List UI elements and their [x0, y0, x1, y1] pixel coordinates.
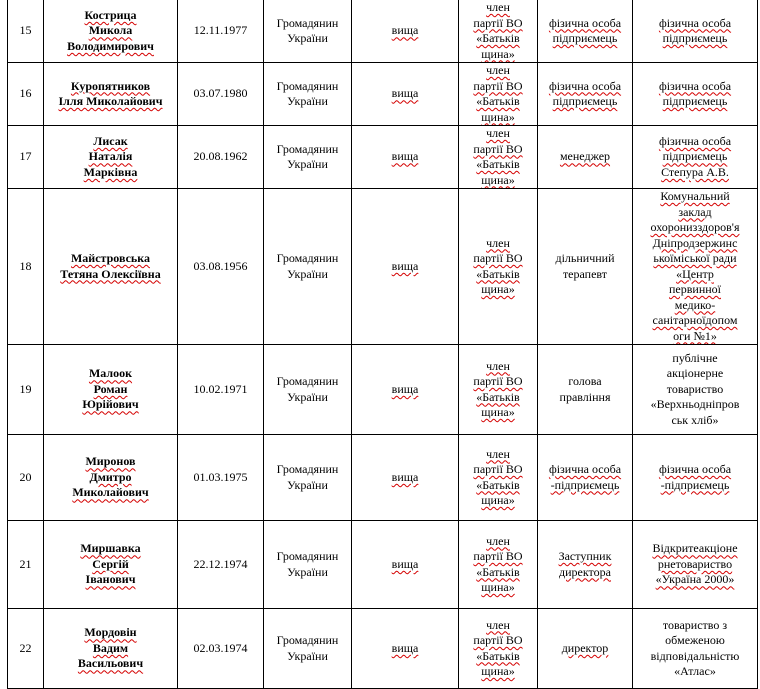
- workplace-line: Комунальний: [660, 189, 730, 203]
- citizenship-line: України: [287, 266, 328, 281]
- workplace-line: підприємець: [662, 31, 728, 45]
- occupation-line: директор: [561, 640, 609, 655]
- birth-date: [178, 126, 264, 189]
- row-number: [8, 609, 44, 689]
- party-line: партії ВО: [473, 462, 523, 476]
- workplace-line: ськ хліб»: [671, 412, 719, 427]
- occupation-line: фізична особа: [548, 15, 622, 30]
- party-line: член: [486, 0, 510, 14]
- occupation-line: фізична особа: [548, 78, 622, 93]
- party-line: член: [486, 446, 510, 461]
- citizenship-line: України: [287, 31, 328, 45]
- party-membership: [459, 63, 538, 126]
- occupation-line: підприємець: [552, 94, 618, 108]
- workplace-line: ькоїміської ради: [653, 251, 737, 265]
- row-number: [8, 435, 44, 521]
- workplace-line: охоронизздоров'я: [650, 220, 740, 234]
- citizenship-line: Громадянин: [276, 141, 339, 156]
- citizenship: [264, 345, 352, 435]
- row-number-text: 18: [19, 258, 32, 273]
- candidate-name-line: Куропятников: [70, 78, 151, 93]
- candidate-name-line: Микола: [88, 23, 133, 38]
- party-line: партії ВО: [473, 78, 523, 93]
- candidate-name: [44, 345, 178, 435]
- citizenship-line: Громадянин: [276, 78, 339, 93]
- candidate-name-line: Мордовін: [84, 625, 137, 640]
- workplace-line: рнетовариство: [657, 556, 733, 571]
- candidate-name-line: Марківна: [83, 164, 138, 179]
- citizenship: [264, 126, 352, 189]
- citizenship-line: України: [287, 389, 328, 404]
- occupation: [538, 345, 633, 435]
- party-line: партії ВО: [473, 633, 523, 647]
- workplace: [633, 126, 758, 189]
- birth-date: [178, 345, 264, 435]
- education-text: вища: [391, 149, 419, 164]
- birth-date: [178, 609, 264, 689]
- citizenship: [264, 521, 352, 609]
- education-text: вища: [391, 556, 419, 571]
- candidate-name-line: Миронов: [85, 454, 136, 469]
- occupation-line: директора: [559, 564, 611, 579]
- citizenship-line: Громадянин: [276, 374, 339, 388]
- occupation-line: Заступник: [558, 549, 612, 563]
- row-number-text: 15: [19, 23, 32, 38]
- workplace-line: відповідальністю: [650, 648, 740, 663]
- party-line: член: [486, 63, 510, 77]
- party-membership: [459, 0, 538, 63]
- workplace-line: первинної: [668, 282, 721, 296]
- workplace-line: «Україна 2000»: [655, 572, 735, 587]
- education: [352, 521, 459, 609]
- candidate-name-line: Іванович: [85, 572, 136, 587]
- row-number: [8, 521, 44, 609]
- candidate-name-line: Миколайович: [72, 485, 149, 500]
- row-number: [8, 189, 44, 345]
- party-line: член: [486, 617, 510, 632]
- birth-date-text: 10.02.1971: [193, 381, 248, 396]
- workplace-line: Дніпродзержинс: [652, 235, 738, 250]
- candidate-name-line: Лисак: [93, 133, 128, 148]
- party-line: член: [486, 126, 510, 140]
- candidate-name-line: Малоок: [88, 366, 133, 381]
- candidate-name-line: Миршавка: [80, 541, 141, 556]
- birth-date-text: 01.03.1975: [193, 469, 248, 484]
- workplace-line: публічне: [672, 350, 718, 365]
- party-membership: [459, 609, 538, 689]
- table-row: [8, 126, 758, 189]
- party-membership: [459, 435, 538, 521]
- candidate-name-line: Васильович: [77, 656, 144, 671]
- row-number: [8, 63, 44, 126]
- candidate-name: [44, 435, 178, 521]
- party-membership: [459, 126, 538, 189]
- education-text: вища: [391, 86, 419, 101]
- party-line: «Батьків: [476, 477, 520, 492]
- party-line: щина»: [481, 282, 515, 296]
- workplace-line: Відкритеакціоне: [652, 541, 738, 556]
- education: [352, 345, 459, 435]
- occupation: [538, 189, 633, 345]
- citizenship: [264, 0, 352, 63]
- workplace-line: заклад: [678, 204, 712, 219]
- party-line: «Батьків: [476, 648, 520, 663]
- occupation-line: терапевт: [562, 266, 608, 281]
- workplace-line: фізична особа: [658, 15, 732, 30]
- citizenship-line: Громадянин: [276, 15, 339, 30]
- party-line: щина»: [481, 109, 515, 124]
- education: [352, 609, 459, 689]
- birth-date-text: 02.03.1974: [193, 640, 248, 655]
- workplace-line: акціонерне: [666, 366, 724, 381]
- birth-date-text: 12.11.1977: [193, 23, 248, 38]
- citizenship-line: України: [287, 157, 328, 171]
- citizenship-line: України: [287, 94, 328, 108]
- education-text: вища: [391, 469, 419, 484]
- birth-date-text: 03.08.1956: [193, 258, 248, 273]
- workplace-line: фізична особа: [658, 78, 732, 93]
- candidates-table: [7, 0, 758, 689]
- workplace-line: санітарноїдопом: [652, 313, 738, 327]
- row-number-text: 21: [19, 556, 32, 571]
- candidate-name: [44, 189, 178, 345]
- education-text: вища: [391, 381, 419, 396]
- workplace-line: оги №1»: [673, 328, 717, 343]
- party-line: партії ВО: [473, 15, 523, 30]
- party-line: партії ВО: [473, 549, 523, 563]
- occupation: [538, 609, 633, 689]
- education: [352, 63, 459, 126]
- row-number-text: 19: [19, 381, 32, 396]
- citizenship-line: Громадянин: [276, 251, 339, 265]
- table-row: [8, 435, 758, 521]
- table-row: [8, 189, 758, 345]
- citizenship-line: Громадянин: [276, 549, 339, 563]
- candidate-name-line: Юрійович: [82, 397, 139, 412]
- citizenship-line: Громадянин: [276, 462, 339, 476]
- table-body: [8, 0, 758, 689]
- occupation-line: менеджер: [559, 149, 611, 164]
- education-text: вища: [391, 258, 419, 273]
- party-line: щина»: [481, 580, 515, 594]
- row-number: [8, 345, 44, 435]
- party-line: щина»: [481, 405, 515, 419]
- occupation: [538, 521, 633, 609]
- workplace: [633, 345, 758, 435]
- candidate-name: [44, 0, 178, 63]
- table-row: [8, 63, 758, 126]
- row-number-text: 17: [19, 149, 32, 164]
- birth-date-text: 20.08.1962: [193, 149, 248, 164]
- birth-date: [178, 63, 264, 126]
- workplace: [633, 189, 758, 345]
- citizenship: [264, 189, 352, 345]
- candidate-name-line: Тетяна Олексіївна: [60, 266, 161, 281]
- party-line: щина»: [481, 493, 515, 507]
- party-line: партії ВО: [473, 141, 523, 156]
- birth-date: [178, 521, 264, 609]
- row-number: [8, 0, 44, 63]
- workplace-line: товариство: [666, 381, 724, 396]
- candidate-name-line: Володимирович: [67, 38, 154, 53]
- table-row: [8, 609, 758, 689]
- education: [352, 126, 459, 189]
- candidate-name: [44, 63, 178, 126]
- party-membership: [459, 189, 538, 345]
- citizenship-line: України: [287, 477, 328, 492]
- occupation: [538, 63, 633, 126]
- birth-date-text: 03.07.1980: [193, 86, 248, 101]
- workplace-line: Степура А.В.: [661, 164, 729, 179]
- education-text: вища: [391, 640, 419, 655]
- occupation: [538, 435, 633, 521]
- table-row: [8, 521, 758, 609]
- citizenship: [264, 609, 352, 689]
- table-row: [8, 0, 758, 63]
- birth-date: [178, 189, 264, 345]
- row-number-text: 20: [19, 469, 32, 484]
- citizenship-line: України: [287, 648, 328, 663]
- party-line: член: [486, 533, 510, 548]
- workplace-line: обмеженою: [665, 633, 725, 647]
- workplace: [633, 609, 758, 689]
- education-text: вища: [391, 23, 419, 38]
- candidate-name-line: Ілля Миколайович: [58, 94, 163, 108]
- workplace: [633, 63, 758, 126]
- candidate-name-line: Дмитро: [89, 469, 132, 484]
- candidate-name: [44, 609, 178, 689]
- party-membership: [459, 345, 538, 435]
- candidate-name-line: Майстровська: [70, 251, 150, 265]
- workplace: [633, 435, 758, 521]
- occupation: [538, 126, 633, 189]
- row-number: [8, 126, 44, 189]
- workplace-line: підприємець: [662, 94, 728, 108]
- candidate-name-line: Роман: [93, 381, 128, 396]
- row-number-text: 16: [19, 86, 32, 101]
- education: [352, 435, 459, 521]
- party-line: член: [486, 235, 510, 250]
- row-number-text: 22: [19, 640, 32, 655]
- party-membership: [459, 521, 538, 609]
- citizenship: [264, 63, 352, 126]
- party-line: «Батьків: [476, 31, 520, 45]
- party-line: член: [486, 358, 510, 373]
- workplace-line: підприємець: [662, 149, 728, 164]
- occupation-line: -підприємець: [550, 477, 620, 492]
- party-line: щина»: [481, 172, 515, 187]
- occupation-line: фізична особа: [548, 462, 622, 476]
- party-line: «Батьків: [476, 389, 520, 404]
- candidate-name-line: Кострица: [84, 7, 137, 22]
- birth-date-text: 22.12.1974: [193, 556, 248, 571]
- citizenship: [264, 435, 352, 521]
- party-line: «Батьків: [476, 564, 520, 579]
- candidate-name: [44, 521, 178, 609]
- education: [352, 0, 459, 63]
- occupation-line: голова: [568, 374, 602, 388]
- workplace-line: фізична особа: [658, 462, 732, 476]
- candidate-name-line: Наталія: [88, 149, 133, 164]
- workplace-line: «Атлас»: [674, 664, 716, 678]
- occupation-line: підприємець: [552, 31, 618, 45]
- candidate-name-line: Вадим: [92, 640, 129, 655]
- party-line: партії ВО: [473, 251, 523, 265]
- party-line: щина»: [481, 46, 515, 61]
- workplace-line: -підприємець: [660, 477, 730, 492]
- citizenship-line: Громадянин: [276, 633, 339, 647]
- party-line: «Батьків: [476, 94, 520, 108]
- workplace-line: «Центр: [676, 266, 714, 281]
- table-row: [8, 345, 758, 435]
- party-line: партії ВО: [473, 374, 523, 388]
- party-line: «Батьків: [476, 266, 520, 281]
- birth-date: [178, 0, 264, 63]
- education: [352, 189, 459, 345]
- candidate-name: [44, 126, 178, 189]
- birth-date: [178, 435, 264, 521]
- workplace-line: «Верхньодніпров: [650, 397, 740, 412]
- workplace-line: фізична особа: [658, 133, 732, 148]
- citizenship-line: України: [287, 564, 328, 579]
- occupation: [538, 0, 633, 63]
- party-line: «Батьків: [476, 157, 520, 171]
- occupation-line: дільничний: [555, 251, 615, 265]
- workplace-line: товариство з: [662, 617, 728, 632]
- candidate-name-line: Сергій: [92, 556, 129, 571]
- workplace: [633, 0, 758, 63]
- workplace: [633, 521, 758, 609]
- workplace-line: медико-: [674, 297, 716, 312]
- party-line: щина»: [481, 664, 515, 678]
- occupation-line: правління: [559, 389, 611, 404]
